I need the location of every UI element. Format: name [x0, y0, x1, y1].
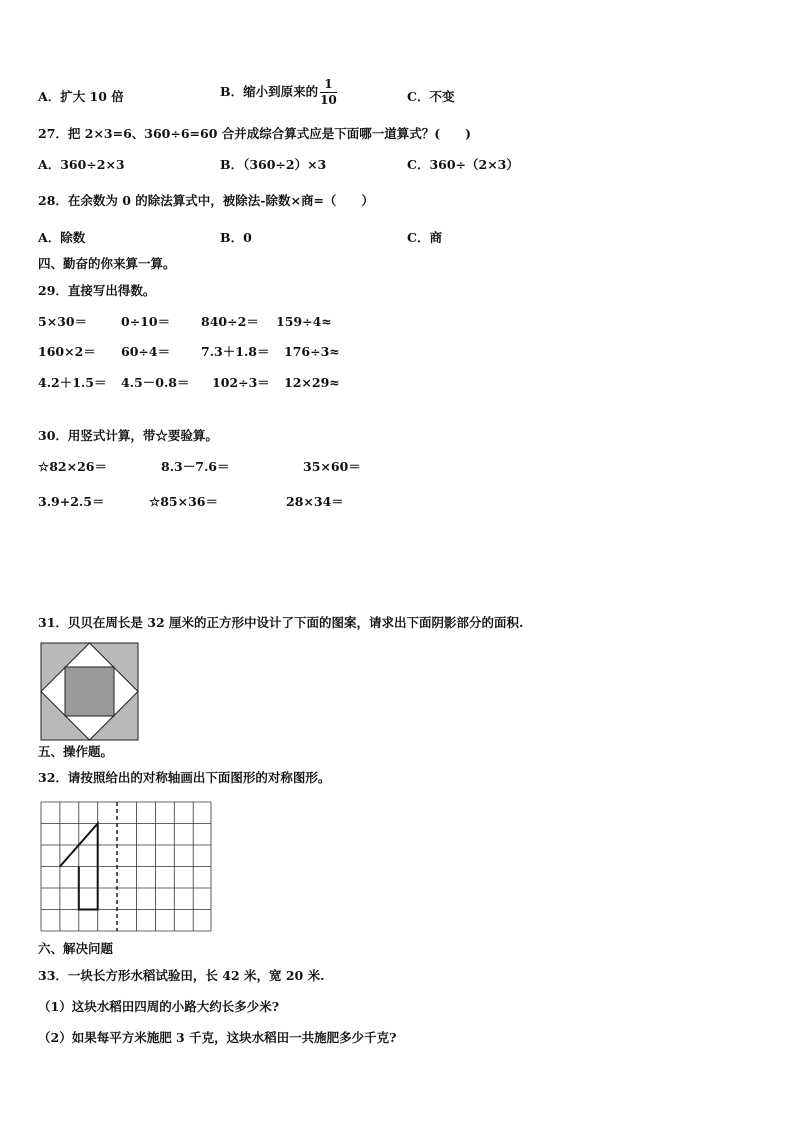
q28-option-c: C．商	[407, 230, 442, 245]
q29-item: 12×29≈	[284, 375, 340, 390]
q32-stem: 32．请按照给出的对称轴画出下面图形的对称图形。	[38, 770, 331, 785]
q32-symmetry-grid	[40, 801, 214, 932]
q28-stem: 28．在余数为 0 的除法算式中，被除法-除数×商=（ ）	[38, 193, 374, 208]
q26-option-b	[220, 78, 337, 106]
q33-sub-question-1: （1）这块水稻田四周的小路大约长多少米?	[38, 999, 280, 1014]
q29-item: 4.5－0.8＝	[121, 375, 190, 390]
q29-item: 159÷4≈	[276, 314, 332, 329]
q29-item: 840÷2＝	[201, 314, 259, 329]
q27-option-a: A．360÷2×3	[38, 157, 125, 172]
q29-item: 160×2＝	[38, 344, 96, 359]
section-5-heading: 五、操作题。	[38, 744, 114, 759]
q29-item: 102÷3＝	[212, 375, 270, 390]
q30-item: 28×34＝	[286, 494, 344, 509]
q28-option-a: A．除数	[38, 230, 86, 245]
q27-option-c: C．360÷（2×3）	[407, 157, 519, 172]
q29-item: 60÷4＝	[121, 344, 171, 359]
q33-stem: 33．一块长方形水稻试验田，长 42 米，宽 20 米.	[38, 968, 325, 983]
grid-lines	[41, 802, 211, 931]
q26-option-b-text: B．缩小到原来的	[220, 83, 319, 99]
fraction	[320, 78, 337, 106]
q33-sub-question-2: （2）如果每平方米施肥 3 千克，这块水稻田一共施肥多少千克?	[38, 1030, 397, 1045]
q30-item: 3.9+2.5＝	[38, 494, 105, 509]
section-4-heading: 四、勤奋的你来算一算。	[38, 256, 176, 271]
q30-item: 35×60＝	[303, 459, 361, 474]
q31-stem: 31．贝贝在周长是 32 厘米的正方形中设计了下面的图案，请求出下面阴影部分的面积.	[38, 615, 524, 630]
fraction-denominator: 10	[320, 92, 337, 107]
q30-item: ☆82×26＝	[38, 459, 107, 474]
q31-square-pattern-figure	[40, 642, 139, 741]
q30-item: ☆85×36＝	[149, 494, 218, 509]
q30-item: 8.3－7.6＝	[161, 459, 230, 474]
section-6-heading: 六、解决问题	[38, 941, 114, 956]
q29-item: 0÷10＝	[121, 314, 171, 329]
fraction-numerator: 1	[320, 78, 337, 93]
center-square	[65, 667, 114, 716]
q26-option-a: A．扩大 10 倍	[38, 89, 124, 104]
q30-stem: 30．用竖式计算，带☆要验算。	[38, 428, 218, 443]
q27-option-b: B．（360÷2）×3	[220, 157, 327, 172]
q27-stem: 27．把 2×3=6、360÷6=60 合并成综合算式应是下面哪一道算式？( )	[38, 126, 472, 141]
q29-item: 176÷3≈	[284, 344, 340, 359]
q28-option-b: B．0	[220, 230, 252, 245]
q29-item: 5×30＝	[38, 314, 88, 329]
q26-option-c: C．不变	[407, 89, 455, 104]
q29-item: 7.3＋1.8＝	[201, 344, 270, 359]
q29-stem: 29．直接写出得数。	[38, 283, 156, 298]
q29-item: 4.2＋1.5＝	[38, 375, 107, 390]
